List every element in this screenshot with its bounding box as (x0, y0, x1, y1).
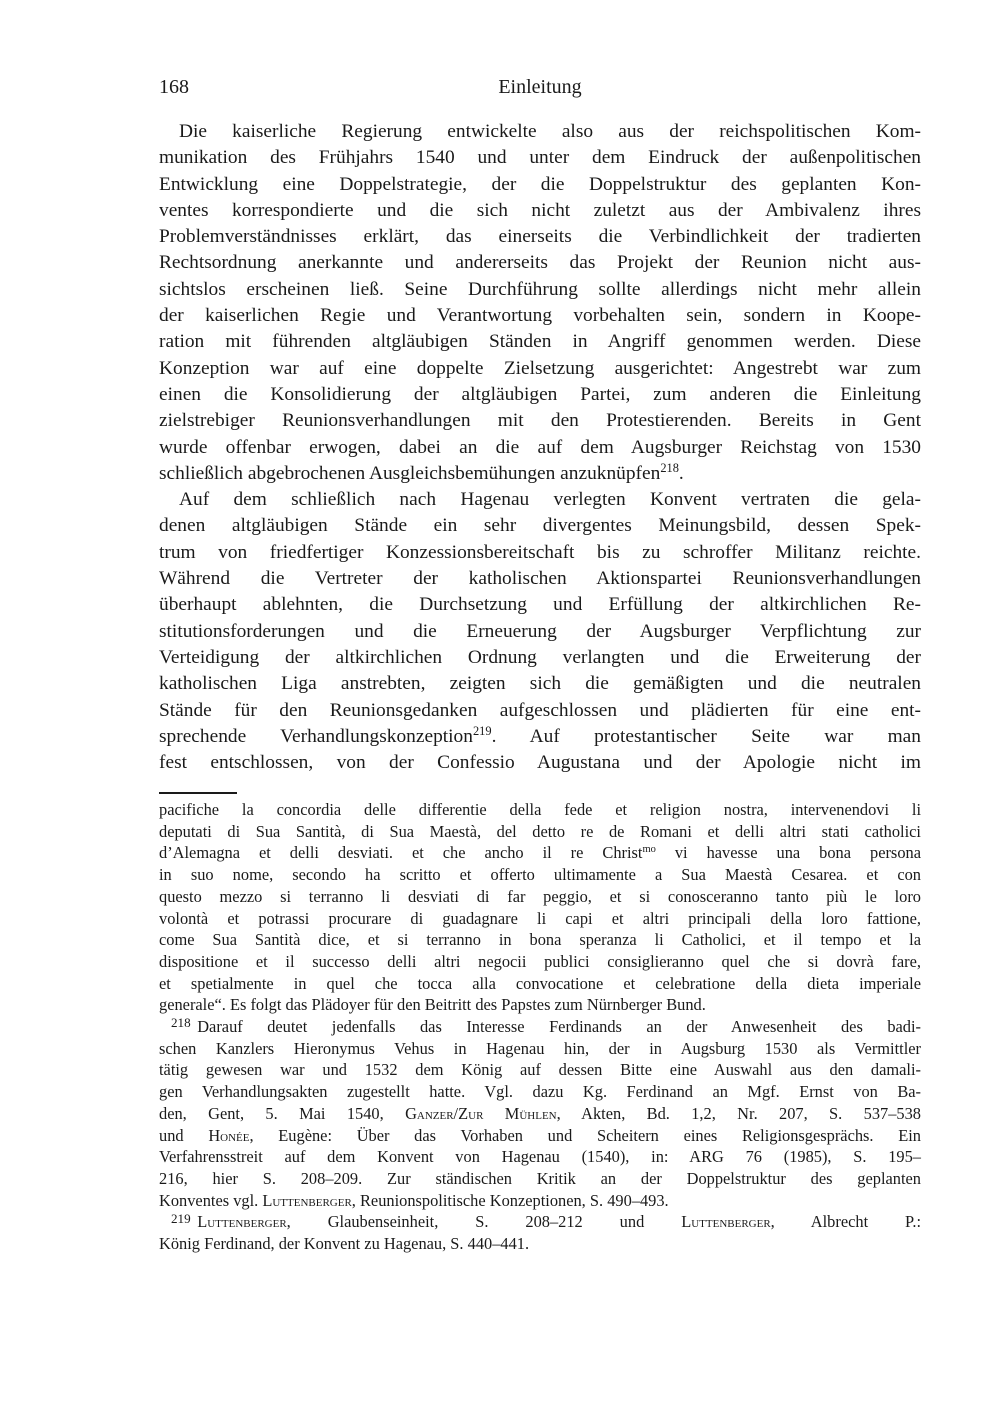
text-run: ventes korrespondierte und die sich nicht zuletzt aus der Ambivalenz ihres (159, 199, 921, 221)
small-caps-name: Ganzer/Zur Mühlen (405, 1103, 557, 1123)
text-line (159, 994, 921, 1016)
text-run: stitutionsforderungen und die Erneuerung der Augsburger Verpflichtung zur (159, 620, 921, 642)
footnote-218 (159, 1016, 921, 1211)
text-run: , Akten, Bd. 1,2, Nr. 207, S. 537–538 (556, 1103, 921, 1123)
text-run: questo mezzo si terranno li desviati di far peggio, et si conosceranno tanto più le loro (159, 886, 921, 906)
text-line (159, 1146, 921, 1168)
text-line (159, 513, 921, 539)
small-caps-name: Luttenberger (262, 1190, 352, 1210)
superscript-note-reference: mo (642, 844, 656, 856)
text-run: überhaupt ablehnten, die Durchsetzung und Erfüllung der altkirchlichen Re- (159, 594, 921, 616)
text-line (159, 671, 921, 697)
text-line (159, 566, 921, 592)
text-run: zielstrebiger Reunionsverhandlungen mit den Protestierenden. Bereits in Gent (159, 410, 921, 432)
text-run: sichtslos erscheinen ließ. Seine Durchführung sollte allerdings nicht mehr allein (159, 278, 921, 300)
text-line (159, 119, 921, 145)
text-line (159, 435, 921, 461)
text-line (159, 1038, 921, 1060)
superscript-note-reference: 218 (660, 461, 679, 476)
text-run: König Ferdinand, der Konvent zu Hagenau, S. 440–441. (159, 1234, 530, 1254)
text-run: den, Gent, 5. Mai 1540, (159, 1103, 406, 1123)
text-line (159, 461, 921, 487)
text-run: katholischen Liga anstrebten, zeigten sich die gemäßigten und die neutralen (159, 673, 921, 695)
text-run: , Glaubenseinheit, S. 208–212 und (286, 1212, 682, 1232)
text-line (159, 1190, 921, 1212)
text-run: denen altgläubigen Stände ein sehr divergentes Meinungsbild, dessen Spek- (159, 515, 921, 537)
text-run: einen die Konsolidierung der altgläubigen Partei, zum anderen die Einleitung (159, 383, 921, 405)
text-line (159, 303, 921, 329)
text-line (159, 277, 921, 303)
text-run: d’Alemagna et delli desviati. et che ancho il re Christ (159, 843, 643, 863)
text-line (159, 842, 921, 864)
text-run: , Eugène: Über das Vorhaben und Scheitern eines Religionsgesprächs. Ein (249, 1125, 921, 1145)
text-run: Verfahrensstreit auf dem Konvent von Hagenau (1540), in: ARG 76 (1985), S. 195– (159, 1147, 921, 1167)
text-run: schließlich abgebrochenen Ausgleichsbemühungen anzuknüpfen (159, 462, 661, 484)
text-line (159, 1168, 921, 1190)
text-run: tätig gewesen war und 1532 dem König auf dessen Bitte eine Auswahl aus den damali- (159, 1060, 921, 1080)
text-run: gen Verhandlungsakten zugestellt hatte. Vgl. dazu Kg. Ferdinand an Mgf. Ernst von Ba- (159, 1082, 921, 1102)
text-line (159, 973, 921, 995)
text-line (159, 864, 921, 886)
text-run: und (159, 1125, 209, 1145)
text-line (159, 592, 921, 618)
text-run: Verteidigung der altkirchlichen Ordnung verlangten und die Erweiterung der (159, 646, 921, 668)
text-line (159, 619, 921, 645)
text-run: sprechende Verhandlungskonzeption (159, 725, 473, 747)
text-line (159, 145, 921, 171)
text-run: Problemverständnisses erklärt, das einerseits die Verbindlichkeit der tradierten (159, 226, 921, 248)
text-line (159, 250, 921, 276)
text-line (159, 908, 921, 930)
text-run: generale“. Es folgt das Plädoyer für den Beitritt des Papstes zum Nürnberger Bund. (159, 995, 706, 1015)
text-run: vi havesse una bona persona (655, 843, 921, 863)
text-run: der kaiserlichen Regie und Verantwortung vorbehalten sein, sondern in Koope- (159, 305, 921, 327)
text-run: Konzeption war auf eine doppelte Zielsetzung ausgerichtet: Angestrebt war zum (159, 357, 921, 379)
text-line (159, 1233, 921, 1255)
text-line (159, 487, 921, 513)
text-line (159, 645, 921, 671)
running-title: Einleitung (498, 76, 582, 98)
page-number: 168 (159, 76, 189, 98)
text-run: Stände für den Reunionsgedanken aufgeschlossen und plädierten für eine ent- (159, 699, 921, 721)
text-run: munikation des Frühjahrs 1540 und unter dem Eindruck der außenpolitischen (159, 147, 921, 169)
text-run: , Reunionspolitische Konzeptionen, S. 490–493. (351, 1190, 669, 1210)
text-line (159, 408, 921, 434)
text-run: Rechtsordnung anerkannte und andererseits das Projekt der Reunion nicht aus- (159, 252, 921, 274)
body-text (159, 119, 921, 776)
text-line (159, 172, 921, 198)
text-line (159, 356, 921, 382)
text-run: in suo nome, secondo ha scritto et offerto ultimamente a Sua Maestà Cesarea. et con (159, 865, 921, 885)
text-line (159, 698, 921, 724)
text-run: Auf dem schließlich nach Hagenau verlegten Konvent vertraten die gela- (179, 489, 921, 511)
text-run: dispositione et il successo delli altri negocii publici consiglieranno quel che si dovrà fare, (159, 951, 921, 971)
text-run: wurde offenbar erwogen, dabei an die auf dem Augsburger Reichstag von 1530 (159, 436, 921, 458)
small-caps-name: Luttenberger (197, 1212, 287, 1232)
text-line (159, 821, 921, 843)
text-run: Während die Vertreter der katholischen Aktionspartei Reunionsverhandlungen (159, 568, 921, 590)
text-line (159, 724, 921, 750)
text-line (159, 750, 921, 776)
text-run: Konventes vgl. (159, 1190, 263, 1210)
text-run: deputati di Sua Santità, di Sua Maestà, del detto re de Romani et delli altri stati catholici (159, 821, 921, 841)
text-line (159, 329, 921, 355)
text-line (159, 540, 921, 566)
text-line (159, 951, 921, 973)
small-caps-name: Honée (208, 1125, 250, 1145)
text-line (159, 799, 921, 821)
text-line (159, 382, 921, 408)
text-run: . Auf protestantischer Seite war man (491, 725, 921, 747)
text-line (159, 1103, 921, 1125)
text-run: . (678, 462, 684, 484)
paragraph-1 (159, 119, 921, 487)
text-run: volontà et potrassi procurare di guadagnare li capi et altri principali della loro fattione, (159, 908, 921, 928)
footnote-separator-rule (159, 792, 237, 794)
footnote-section (159, 799, 921, 1255)
text-line (159, 929, 921, 951)
text-line (159, 1016, 921, 1038)
text-run: pacifiche la concordia delle differentie della fede et religion nostra, intervenendovi li (159, 800, 921, 819)
text-line (159, 1081, 921, 1103)
text-line (159, 1211, 921, 1233)
text-run: Darauf deutet jedenfalls das Interesse Ferdinands an der Anwesenheit des badi- (197, 1017, 921, 1037)
footnote-219 (159, 1211, 921, 1254)
text-run: Die kaiserliche Regierung entwickelte also aus der reichspolitischen Kom- (179, 121, 921, 142)
small-caps-name: Luttenberger (681, 1212, 771, 1232)
text-run: Entwicklung eine Doppelstrategie, der die Doppelstruktur des geplanten Kon- (159, 173, 921, 195)
page-header (159, 74, 921, 102)
text-run: et spetialmente in quel che tocca alla convocatione et celebratione della dieta imperiale (159, 973, 921, 993)
footnote-continuation (159, 799, 921, 1016)
text-run: trum von friedfertiger Konzessionsbereitschaft bis zu schroffer Militanz reichte. (159, 541, 921, 563)
text-line (159, 886, 921, 908)
text-line (159, 1125, 921, 1147)
text-run: 216, hier S. 208–209. Zur ständischen Kritik an der Doppelstruktur des geplanten (159, 1168, 921, 1188)
superscript-note-reference: 219 (472, 724, 492, 738)
paragraph-2 (159, 487, 921, 776)
text-line (159, 198, 921, 224)
text-line (159, 1059, 921, 1081)
text-run: , Albrecht P.: (770, 1212, 922, 1232)
footnote-marker: 219 (171, 1210, 191, 1226)
text-run: fest entschlossen, von der Confessio Augustana und der Apologie nicht im (159, 752, 921, 774)
text-run: schen Kanzlers Hieronymus Vehus in Hagenau hin, der in Augsburg 1530 als Vermittler (159, 1038, 921, 1058)
text-line (159, 224, 921, 250)
footnote-marker: 218 (171, 1015, 191, 1031)
text-run: come Sua Santità dice, et si terranno in bona speranza li Catholici, et il tempo et la (159, 930, 921, 950)
text-run: ration mit führenden altgläubigen Ständen in Angriff genommen werden. Diese (159, 331, 921, 353)
